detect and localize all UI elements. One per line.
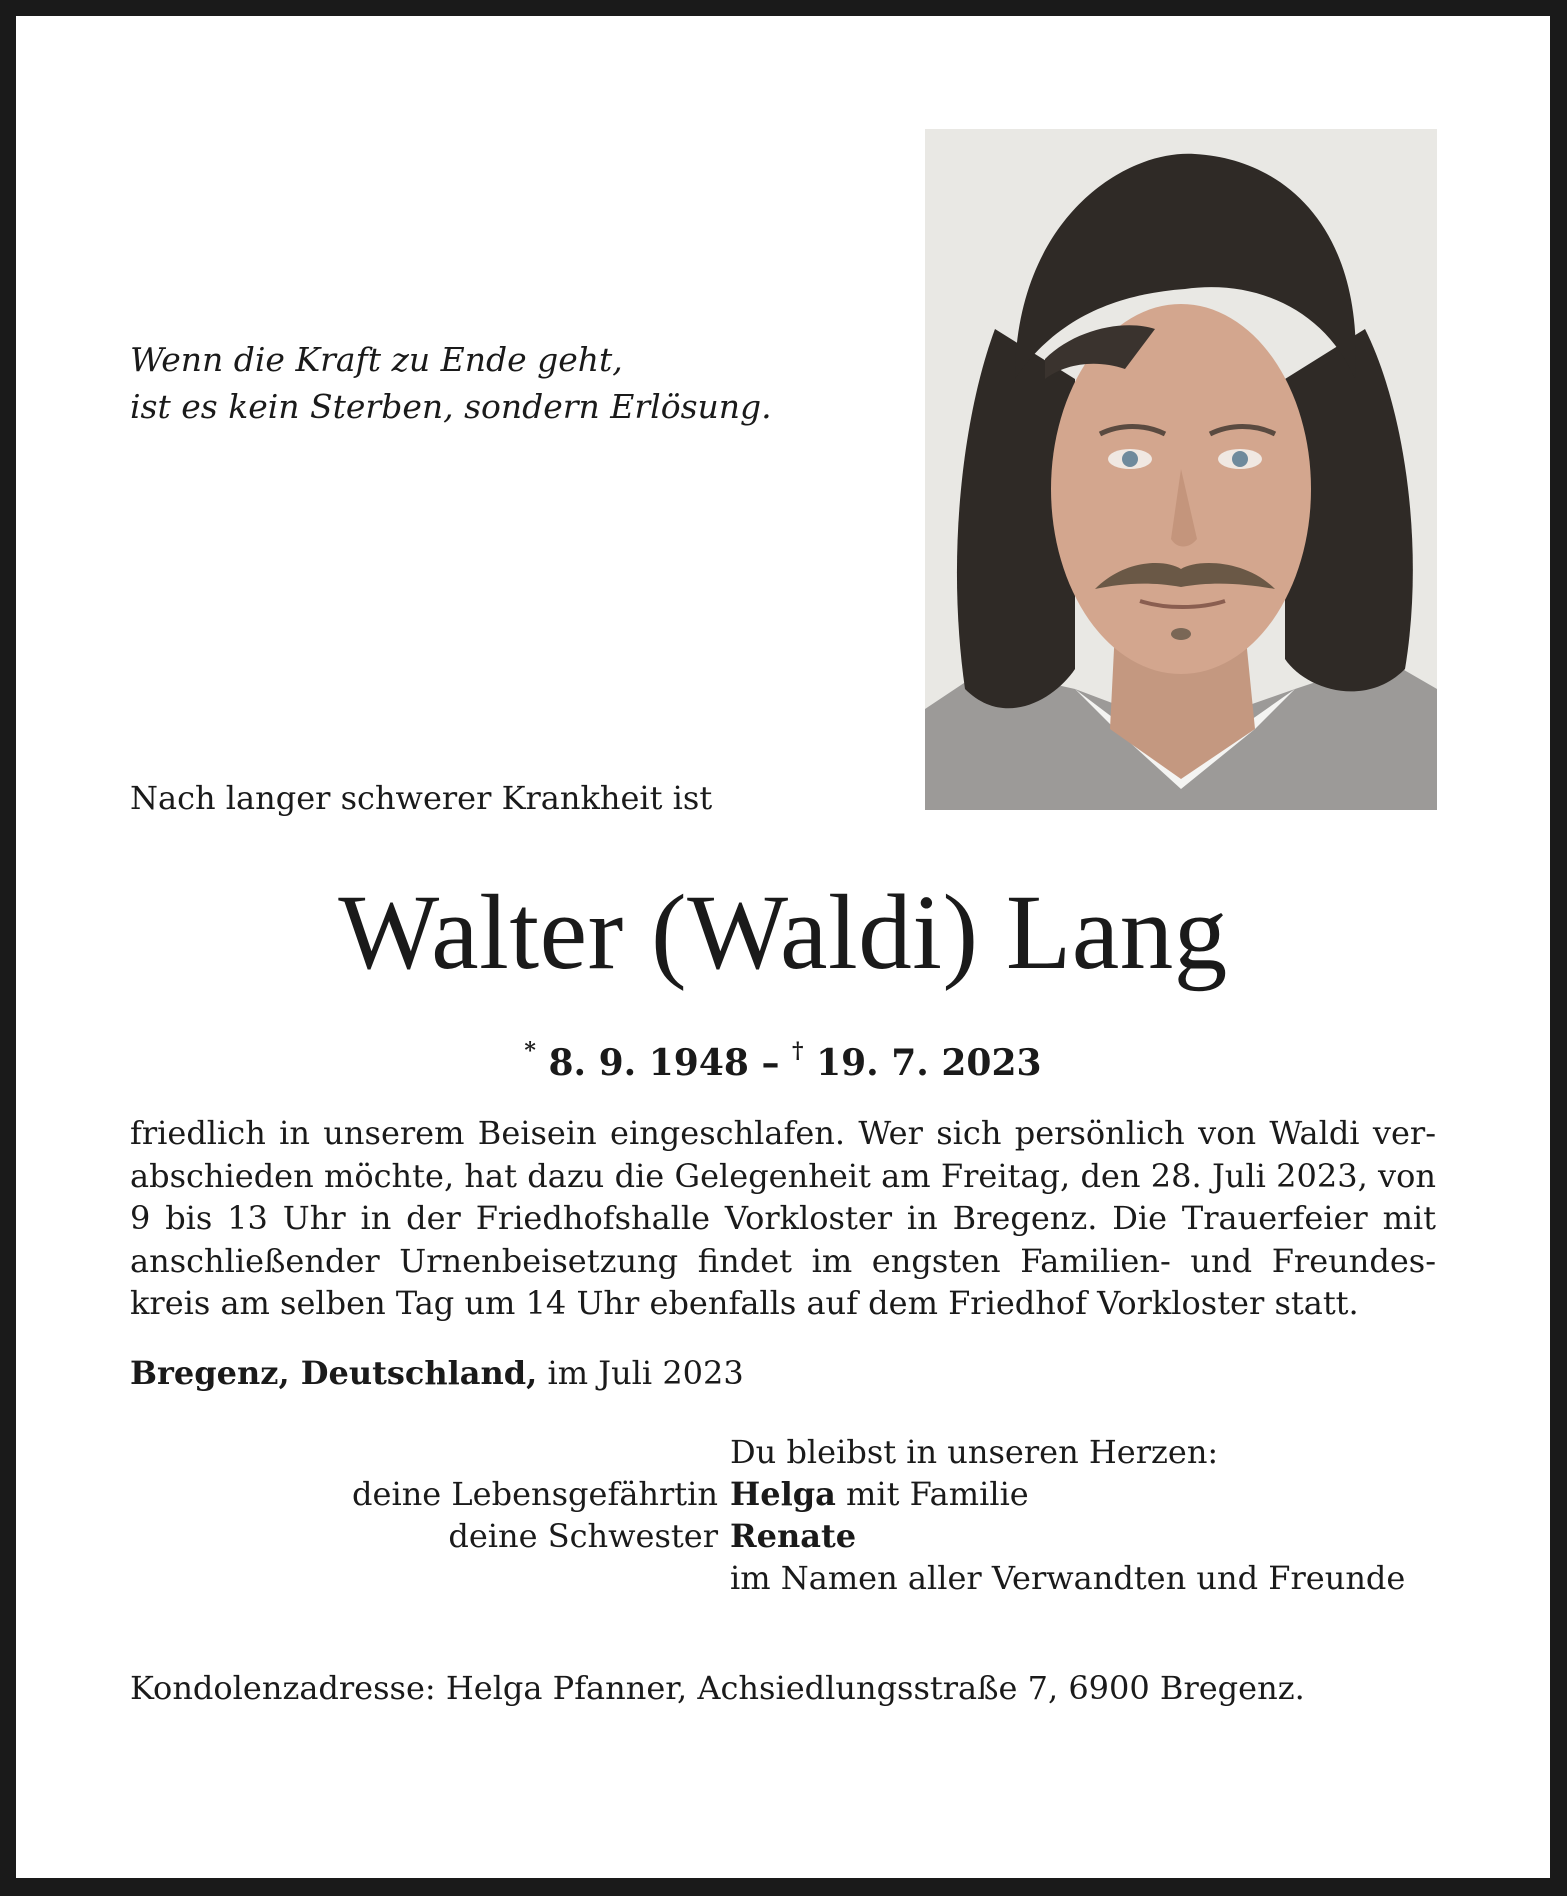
birth-date: 8. 9. 1948	[548, 1042, 749, 1084]
life-dates	[16, 1032, 1550, 1086]
body-line: kreis am selben Tag um 14 Uhr ebenfalls auf dem Friedhof Vorkloster statt.	[130, 1284, 1359, 1322]
body-line: abschieden möchte, hat dazu die Gelegenheit am Freitag, den 28. Juli 2023, von	[130, 1156, 1436, 1195]
portrait-photo	[925, 129, 1437, 810]
motto-line-2: ist es kein Sterben, sondern Erlösung.	[130, 387, 772, 426]
obituary-notice	[16, 16, 1550, 1878]
place-date: im Juli 2023	[547, 1354, 744, 1392]
birth-symbol: *	[524, 1038, 536, 1064]
body-line: 9 bis 13 Uhr in der Friedhofshalle Vorkloster in Bregenz. Die Trauerfeier mit	[130, 1199, 1436, 1237]
deceased-name: Walter (Waldi) Lang	[338, 874, 1228, 992]
intro-text: Nach langer schwerer Krankheit ist	[130, 779, 713, 817]
death-symbol: †	[792, 1038, 804, 1064]
place-location: Bregenz, Deutschland,	[130, 1354, 538, 1392]
date-separator: –	[761, 1042, 780, 1084]
body-line: anschließender Urnenbeisetzung findet im engsten Familien- und Freundes-	[130, 1241, 1436, 1280]
body-line: friedlich in unserem Beisein eingeschlafen. Wer sich persönlich von Waldi ver-	[130, 1114, 1436, 1152]
condolence-address: Kondolenzadresse: Helga Pfanner, Achsiedlungsstraße 7, 6900 Bregenz.	[130, 1669, 1305, 1707]
signers-closing-row	[130, 1557, 1440, 1599]
signer-suffix: mit Familie	[846, 1475, 1029, 1513]
signer-relation: deine Lebensgefährtin	[352, 1475, 718, 1513]
place-and-date	[130, 1351, 744, 1395]
signer-relation: deine Schwester	[448, 1517, 718, 1555]
motto-line-1: Wenn die Kraft zu Ende geht,	[130, 340, 623, 379]
signer-name: Renate	[730, 1517, 857, 1555]
notice-body	[130, 1112, 1436, 1325]
signers-block	[130, 1431, 1440, 1599]
death-date: 19. 7. 2023	[816, 1042, 1042, 1084]
signer-name: Helga	[730, 1475, 836, 1513]
signer-row	[130, 1473, 1440, 1515]
signers-heading-row	[130, 1431, 1440, 1473]
signer-row	[130, 1515, 1440, 1557]
signers-closing: im Namen aller Verwandten und Freunde	[730, 1559, 1406, 1597]
signers-heading: Du bleibst in unseren Herzen:	[730, 1433, 1219, 1471]
motto-quote	[130, 336, 772, 430]
